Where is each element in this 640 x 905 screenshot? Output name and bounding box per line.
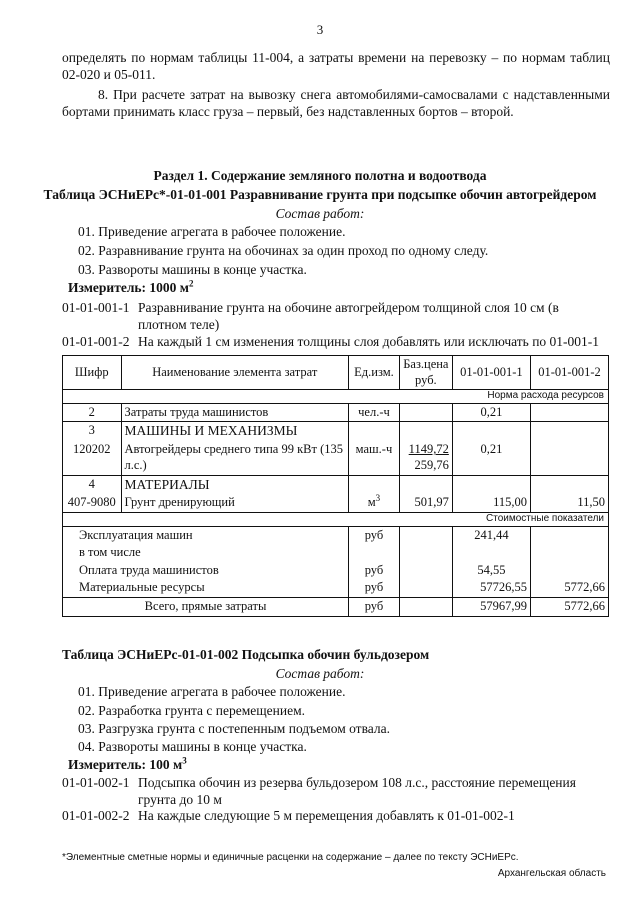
cell-code: 4 xyxy=(63,475,122,494)
cell-col-a: 0,21 xyxy=(452,403,530,422)
table2-meter: Измеритель: 100 $м^3$ xyxy=(68,755,187,772)
cell-col-a: 241,44 xyxy=(452,526,530,544)
cell-unit xyxy=(349,422,400,441)
cell-col-a xyxy=(452,422,530,441)
cell-name: Оплата труда машинистов xyxy=(63,562,349,580)
header-code: Шифр xyxy=(63,356,122,390)
cell-price xyxy=(399,526,452,544)
cell-unit xyxy=(349,544,400,562)
cell-price xyxy=(399,422,452,441)
table-row xyxy=(63,494,609,512)
table2-work-item: 01. Приведение агрегата в рабочее положение. xyxy=(78,684,346,699)
footnote: *Элементные сметные нормы и единичные расценки на содержание – далее по тексту ЭСНиЕРс. xyxy=(62,852,519,863)
cell-col-a: 54,55 xyxy=(452,562,530,580)
page-number: 3 xyxy=(316,22,324,37)
cell-unit: чел.-ч xyxy=(349,403,400,422)
cell-col-a xyxy=(452,475,530,494)
norm-label: Норма расхода ресурсов xyxy=(63,390,609,404)
cell-price xyxy=(399,403,452,422)
cell-code: 2 xyxy=(63,403,122,422)
cell-col-a: 57726,55 xyxy=(452,579,530,597)
table2-item-text: На каждые следующие 5 м перемещения добавлять к 01-01-002-1 xyxy=(138,808,515,823)
cell-col-b: 5772,66 xyxy=(531,579,609,597)
cell-col-b: 5772,66 xyxy=(531,598,609,617)
cell-price: 501,97 xyxy=(399,494,452,512)
cell-price xyxy=(399,441,452,475)
table-header-row xyxy=(63,356,609,390)
table2-works-heading: Состав работ: xyxy=(275,666,365,681)
cell-name: МАТЕРИАЛЫ xyxy=(121,475,349,494)
table2-work-item: 04. Развороты машины в конце участка. xyxy=(78,739,307,754)
table1-title: Таблица ЭСНиЕРс*-01-01-001 Разравнивание грунта при подсыпке обочин автогрейдером xyxy=(43,187,597,202)
table1-meter: Измеритель: 1000 $м^2$ xyxy=(68,278,194,295)
table1-item-text: Разравнивание грунта на обочине автогрейдером толщиной слоя 10 см (в плотном теле) xyxy=(138,300,559,332)
cell-price xyxy=(399,598,452,617)
table-row xyxy=(63,475,609,494)
price-machine: 1149,72 xyxy=(408,442,449,457)
header-price: Баз.цена руб. xyxy=(399,356,452,390)
table2-work-item: 03. Разгрузка грунта с постепенным подъемом отвала. xyxy=(78,721,390,736)
cell-unit: $м^3$ xyxy=(349,494,400,512)
cell-name: Затраты труда машинистов xyxy=(121,403,349,422)
cell-price xyxy=(399,579,452,597)
table-row xyxy=(63,403,609,422)
intro-paragraph-2: 8. При расчете затрат на вывозку снега автомобилями-самосвалами с надставленными бортами принимать класс груза – первый, без надставленных бортов – второй. xyxy=(62,87,610,119)
cell-name: Грунт дренирующий xyxy=(121,494,349,512)
cell-col-b xyxy=(531,544,609,562)
table1-works-heading: Состав работ: xyxy=(275,206,365,221)
cell-name: Эксплуатация машин xyxy=(63,526,349,544)
resource-table xyxy=(62,355,609,617)
cell-col-b xyxy=(531,403,609,422)
cell-code: 407-9080 xyxy=(63,494,122,512)
table2-item-text: Подсыпка обочин из резерва бульдозером 108 л.с., расстояние перемещения грунта до 10 м xyxy=(138,775,576,807)
table1-work-item: 03. Развороты машины в конце участка. xyxy=(78,262,307,277)
table2-item-code: 01-01-002-1 xyxy=(62,775,130,790)
table-row xyxy=(63,579,609,597)
cell-col-a xyxy=(452,544,530,562)
cell-code: 3 xyxy=(63,422,122,441)
cell-name: в том числе xyxy=(63,544,349,562)
header-col-b: 01-01-001-2 xyxy=(531,356,609,390)
cell-name: Материальные ресурсы xyxy=(63,579,349,597)
table2-work-item: 02. Разработка грунта с перемещением. xyxy=(78,703,306,718)
table-row xyxy=(63,422,609,441)
cell-name: МАШИНЫ И МЕХАНИЗМЫ xyxy=(121,422,349,441)
header-unit: Ед.изм. xyxy=(349,356,400,390)
cell-code: 120202 xyxy=(63,441,122,475)
cell-col-a: 57967,99 xyxy=(452,598,530,617)
cell-col-a: 0,21 xyxy=(452,441,530,475)
cell-col-b xyxy=(531,562,609,580)
cell-unit: маш.-ч xyxy=(349,441,400,475)
table1-work-item: 02. Разравнивание грунта на обочинах за один проход по одному следу. xyxy=(78,243,489,258)
cell-unit xyxy=(349,475,400,494)
cell-unit: руб xyxy=(349,562,400,580)
cell-price xyxy=(399,544,452,562)
table-row xyxy=(63,441,609,475)
cell-col-b xyxy=(531,441,609,475)
table-row xyxy=(63,513,609,527)
table1-work-item: 01. Приведение агрегата в рабочее положение. xyxy=(78,224,346,239)
cell-col-b xyxy=(531,422,609,441)
cost-label: Стоимостные показатели xyxy=(63,513,609,527)
header-col-a: 01-01-001-1 xyxy=(452,356,530,390)
cell-name: Всего, прямые затраты xyxy=(63,598,349,617)
cell-col-b xyxy=(531,526,609,544)
cell-col-a: 115,00 xyxy=(452,494,530,512)
cell-price xyxy=(399,562,452,580)
table-row xyxy=(63,562,609,580)
table-row xyxy=(63,526,609,544)
cell-unit: руб xyxy=(349,526,400,544)
cell-price xyxy=(399,475,452,494)
price-wage: 259,76 xyxy=(414,457,449,472)
table1-item-code: 01-01-001-2 xyxy=(62,334,130,349)
cell-unit: руб xyxy=(349,579,400,597)
table2-item-code: 01-01-002-2 xyxy=(62,808,130,823)
table-row xyxy=(63,390,609,404)
cell-col-b xyxy=(531,475,609,494)
table2-title: Таблица ЭСНиЕРс-01-01-002 Подсыпка обочин бульдозером xyxy=(62,647,430,662)
header-name: Наименование элемента затрат xyxy=(121,356,349,390)
cell-name: Автогрейдеры среднего типа 99 кВт (135 л.с.) xyxy=(121,441,349,475)
cell-unit: руб xyxy=(349,598,400,617)
cell-col-b: 11,50 xyxy=(531,494,609,512)
table1-item-text: На каждый 1 см изменения толщины слоя добавлять или исключать по 01-001-1 xyxy=(138,334,600,349)
region-label: Архангельская область xyxy=(497,868,606,879)
table-row xyxy=(63,598,609,617)
table1-item-code: 01-01-001-1 xyxy=(62,300,130,315)
table-row xyxy=(63,544,609,562)
section-title: Раздел 1. Содержание земляного полотна и водоотвода xyxy=(153,168,487,183)
intro-paragraph-1: определять по нормам таблицы 11-004, а затраты времени на перевозку – по нормам таблиц 02-020 и 05-011. xyxy=(62,50,610,82)
